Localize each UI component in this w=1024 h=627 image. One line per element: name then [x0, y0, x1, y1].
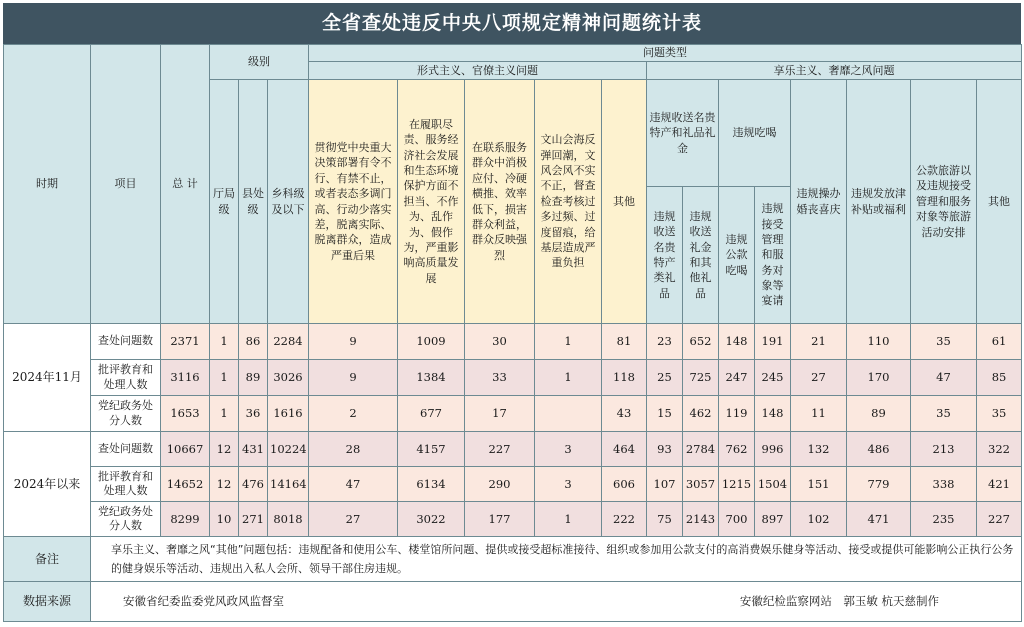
cell-level-ting: 1 — [210, 396, 239, 432]
cell-eat-public: 148 — [719, 324, 755, 360]
cell-gift-specialty: 25 — [647, 360, 683, 396]
cell-formalism-1: 27 — [309, 502, 398, 537]
cell-formalism-4 — [535, 396, 602, 432]
cell-level-xian: 89 — [239, 360, 268, 396]
cell-level-xian: 271 — [239, 502, 268, 537]
cell-level-xiang: 3026 — [268, 360, 309, 396]
header-period: 时期 — [4, 45, 91, 324]
period-label: 2024年11月 — [4, 324, 91, 432]
cell-eat-banquet: 245 — [755, 360, 791, 396]
header-formalism-2: 在履职尽责、服务经济社会发展和生态环境保护方面不担当、不作为、乱作为、假作为，严重影响高质量发展 — [398, 80, 465, 324]
cell-level-xiang: 10224 — [268, 432, 309, 467]
cell-subsidy: 170 — [847, 360, 911, 396]
cell-level-xian: 431 — [239, 432, 268, 467]
cell-gift-money: 462 — [683, 396, 719, 432]
cell-formalism-1: 2 — [309, 396, 398, 432]
header-problem-type: 问题类型 — [309, 45, 1022, 62]
cell-total: 14652 — [161, 467, 210, 502]
cell-travel: 35 — [911, 324, 977, 360]
note-text: 享乐主义、奢靡之风“其他”问题包括：违规配备和使用公车、楼堂馆所问题、提供或接受超标准接待、组织或参加用公款支付的高消费娱乐健身等活动、接受或提供可能影响公正执行公务的健身娱乐等活动、违规出入私人会所、领导干部住房违规。 — [91, 537, 1022, 582]
cell-gift-money: 3057 — [683, 467, 719, 502]
source-row — [91, 582, 1022, 622]
cell-eat-public: 247 — [719, 360, 755, 396]
cell-hedonism-other: 322 — [977, 432, 1022, 467]
cell-subsidy: 110 — [847, 324, 911, 360]
cell-subsidy: 486 — [847, 432, 911, 467]
header-level-ting: 厅局级 — [210, 80, 239, 324]
cell-wedding: 21 — [791, 324, 847, 360]
cell-total: 8299 — [161, 502, 210, 537]
header-travel: 公款旅游以及违规接受管理和服务对象等旅游活动安排 — [911, 80, 977, 324]
cell-formalism-2: 4157 — [398, 432, 465, 467]
row-item-label: 查处问题数 — [91, 324, 161, 360]
cell-total: 3116 — [161, 360, 210, 396]
source-left: 安徽省纪委监委党风政风监督室 — [123, 594, 284, 609]
statistics-table — [3, 44, 1022, 622]
cell-formalism-2: 6134 — [398, 467, 465, 502]
cell-eat-public: 762 — [719, 432, 755, 467]
cell-level-xiang: 1616 — [268, 396, 309, 432]
cell-level-xiang: 2284 — [268, 324, 309, 360]
cell-hedonism-other: 227 — [977, 502, 1022, 537]
cell-hedonism-other: 35 — [977, 396, 1022, 432]
cell-eat-banquet: 1504 — [755, 467, 791, 502]
cell-formalism-1: 9 — [309, 360, 398, 396]
cell-travel: 338 — [911, 467, 977, 502]
header-hedonism: 享乐主义、奢靡之风问题 — [647, 62, 1022, 80]
header-eat-public: 违规公款吃喝 — [719, 187, 755, 324]
cell-gift-money: 652 — [683, 324, 719, 360]
cell-gift-money: 2143 — [683, 502, 719, 537]
cell-formalism-3: 33 — [465, 360, 535, 396]
cell-travel: 213 — [911, 432, 977, 467]
cell-level-xiang: 14164 — [268, 467, 309, 502]
cell-eat-public: 119 — [719, 396, 755, 432]
row-item-label: 查处问题数 — [91, 432, 161, 467]
cell-gift-specialty: 107 — [647, 467, 683, 502]
row-item-label: 党纪政务处分人数 — [91, 502, 161, 537]
cell-wedding: 132 — [791, 432, 847, 467]
cell-total: 1653 — [161, 396, 210, 432]
cell-gift-money: 2784 — [683, 432, 719, 467]
source-label: 数据来源 — [4, 582, 91, 622]
cell-hedonism-other: 61 — [977, 324, 1022, 360]
header-formalism: 形式主义、官僚主义问题 — [309, 62, 647, 80]
header-gift-money: 违规收送礼金和其他礼品 — [683, 187, 719, 324]
cell-subsidy: 779 — [847, 467, 911, 502]
cell-subsidy: 471 — [847, 502, 911, 537]
cell-level-ting: 1 — [210, 324, 239, 360]
cell-travel: 35 — [911, 396, 977, 432]
table-title: 全省查处违反中央八项规定精神问题统计表 — [3, 3, 1021, 44]
cell-level-ting: 1 — [210, 360, 239, 396]
cell-formalism-other: 43 — [602, 396, 647, 432]
cell-formalism-4: 3 — [535, 432, 602, 467]
cell-travel: 235 — [911, 502, 977, 537]
cell-level-ting: 12 — [210, 467, 239, 502]
header-gift: 违规收送名贵特产和礼品礼金 — [647, 80, 719, 187]
cell-formalism-other: 606 — [602, 467, 647, 502]
cell-level-ting: 10 — [210, 502, 239, 537]
cell-wedding: 11 — [791, 396, 847, 432]
cell-formalism-3: 290 — [465, 467, 535, 502]
header-eat-banquet: 违规接受管理和服务对象等宴请 — [755, 187, 791, 324]
cell-formalism-4: 3 — [535, 467, 602, 502]
cell-gift-specialty: 93 — [647, 432, 683, 467]
cell-formalism-1: 28 — [309, 432, 398, 467]
cell-formalism-2: 1384 — [398, 360, 465, 396]
header-hedonism-other: 其他 — [977, 80, 1022, 324]
header-level-xiang: 乡科级及以下 — [268, 80, 309, 324]
cell-formalism-other: 81 — [602, 324, 647, 360]
cell-level-ting: 12 — [210, 432, 239, 467]
header-wedding: 违规操办婚丧喜庆 — [791, 80, 847, 324]
cell-level-xiang: 8018 — [268, 502, 309, 537]
cell-hedonism-other: 85 — [977, 360, 1022, 396]
cell-level-xian: 86 — [239, 324, 268, 360]
cell-formalism-2: 677 — [398, 396, 465, 432]
cell-formalism-other: 222 — [602, 502, 647, 537]
cell-travel: 47 — [911, 360, 977, 396]
header-level: 级别 — [210, 45, 309, 80]
cell-hedonism-other: 421 — [977, 467, 1022, 502]
header-formalism-4: 文山会海反弹回潮，文风会风不实不正，督查检查考核过多过频、过度留痕，给基层造成严重负担 — [535, 80, 602, 324]
cell-gift-specialty: 23 — [647, 324, 683, 360]
cell-level-xian: 36 — [239, 396, 268, 432]
cell-eat-banquet: 897 — [755, 502, 791, 537]
header-formalism-3: 在联系服务群众中消极应付、冷硬横推、效率低下，损害群众利益，群众反映强烈 — [465, 80, 535, 324]
header-total: 总 计 — [161, 45, 210, 324]
cell-formalism-other: 118 — [602, 360, 647, 396]
cell-eat-public: 700 — [719, 502, 755, 537]
cell-formalism-4: 1 — [535, 502, 602, 537]
cell-formalism-3: 17 — [465, 396, 535, 432]
cell-eat-public: 1215 — [719, 467, 755, 502]
period-label: 2024年以来 — [4, 432, 91, 537]
cell-eat-banquet: 191 — [755, 324, 791, 360]
source-right: 安徽纪检监察网站 郭玉敏 杭天慈制作 — [739, 594, 940, 609]
cell-formalism-1: 47 — [309, 467, 398, 502]
cell-subsidy: 89 — [847, 396, 911, 432]
cell-eat-banquet: 996 — [755, 432, 791, 467]
cell-level-xian: 476 — [239, 467, 268, 502]
cell-wedding: 102 — [791, 502, 847, 537]
header-subsidy: 违规发放津补贴或福利 — [847, 80, 911, 324]
cell-formalism-2: 1009 — [398, 324, 465, 360]
header-item: 项目 — [91, 45, 161, 324]
cell-formalism-3: 227 — [465, 432, 535, 467]
row-item-label: 党纪政务处分人数 — [91, 396, 161, 432]
cell-wedding: 27 — [791, 360, 847, 396]
header-formalism-other: 其他 — [602, 80, 647, 324]
cell-formalism-4: 1 — [535, 360, 602, 396]
cell-wedding: 151 — [791, 467, 847, 502]
header-level-xian: 县处级 — [239, 80, 268, 324]
cell-formalism-other: 464 — [602, 432, 647, 467]
cell-total: 2371 — [161, 324, 210, 360]
cell-formalism-3: 30 — [465, 324, 535, 360]
cell-formalism-4: 1 — [535, 324, 602, 360]
cell-formalism-2: 3022 — [398, 502, 465, 537]
header-eat: 违规吃喝 — [719, 80, 791, 187]
cell-total: 10667 — [161, 432, 210, 467]
cell-gift-specialty: 15 — [647, 396, 683, 432]
cell-formalism-1: 9 — [309, 324, 398, 360]
header-gift-specialty: 违规收送名贵特产类礼品 — [647, 187, 683, 324]
row-item-label: 批评教育和处理人数 — [91, 467, 161, 502]
header-formalism-1: 贯彻党中央重大决策部署有令不行、有禁不止，或者表态多调门高、行动少落实差，脱离实际、脱离群众，造成严重后果 — [309, 80, 398, 324]
cell-gift-specialty: 75 — [647, 502, 683, 537]
cell-gift-money: 725 — [683, 360, 719, 396]
cell-eat-banquet: 148 — [755, 396, 791, 432]
cell-formalism-3: 177 — [465, 502, 535, 537]
row-item-label: 批评教育和处理人数 — [91, 360, 161, 396]
note-label: 备注 — [4, 537, 91, 582]
